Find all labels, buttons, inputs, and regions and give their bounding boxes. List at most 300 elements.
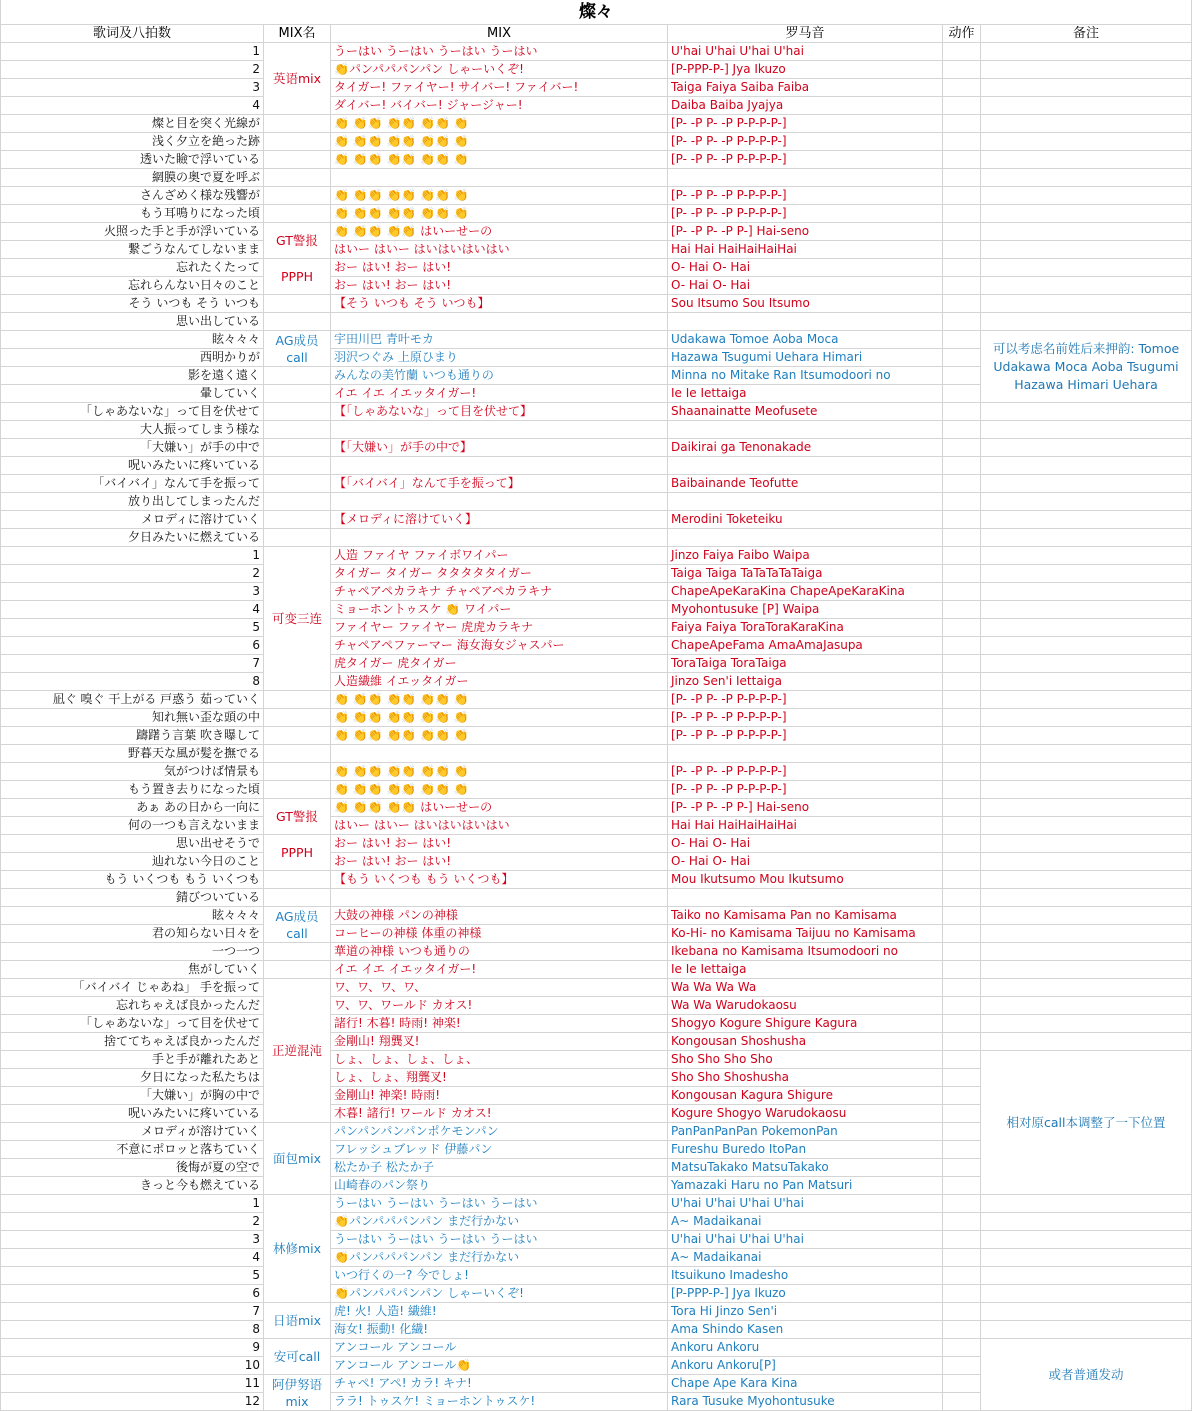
lyric-cell: 「大嫌い」が手の中で	[1, 439, 264, 457]
table-row	[1, 1303, 1192, 1321]
lyric-cell: 3	[1, 583, 264, 601]
lyric-cell: 12	[1, 1393, 264, 1411]
lyric-cell: 6	[1, 637, 264, 655]
lyric-cell: きっと今も燃えている	[1, 1177, 264, 1195]
mix-cell: 人造繊維 イエッタイガー	[331, 673, 668, 691]
action-cell	[943, 637, 981, 655]
note-cell	[981, 835, 1192, 853]
table-row	[1, 1321, 1192, 1339]
lyric-cell: 一つ一つ	[1, 943, 264, 961]
romaji-cell: Myohontusuke [P] Waipa	[668, 601, 943, 619]
lyric-cell: 4	[1, 97, 264, 115]
action-cell	[943, 61, 981, 79]
mix-cell: 👏 👏👏 👏👏 はいーせーの	[331, 799, 668, 817]
lyric-cell: 11	[1, 1375, 264, 1393]
action-cell	[943, 889, 981, 907]
mix-cell: 虎タイガー 虎タイガー	[331, 655, 668, 673]
action-cell	[943, 1249, 981, 1267]
lyric-cell: 凪ぐ 嗅ぐ 干上がる 戸惑う 茹っていく	[1, 691, 264, 709]
action-cell	[943, 313, 981, 331]
romaji-cell	[668, 745, 943, 763]
table-row	[1, 241, 1192, 259]
note-cell	[981, 799, 1192, 817]
sheet-title: 燦々	[1, 0, 1192, 25]
romaji-cell: Sho Sho Shoshusha	[668, 1069, 943, 1087]
note-cell	[981, 997, 1192, 1015]
romaji-cell	[668, 457, 943, 475]
romaji-cell: Wa Wa Warudokaosu	[668, 997, 943, 1015]
action-cell	[943, 817, 981, 835]
table-row	[1, 979, 1192, 997]
action-cell	[943, 727, 981, 745]
romaji-cell: PanPanPanPan PokemonPan	[668, 1123, 943, 1141]
romaji-cell: Chape Ape Kara Kina	[668, 1375, 943, 1393]
table-row	[1, 1213, 1192, 1231]
note-cell	[981, 1321, 1192, 1339]
action-cell	[943, 655, 981, 673]
mix-cell: 金剛山! 神楽! 時雨!	[331, 1087, 668, 1105]
romaji-cell: Jinzo Faiya Faibo Waipa	[668, 547, 943, 565]
mix-name-cell	[264, 889, 331, 907]
action-cell	[943, 511, 981, 529]
action-cell	[943, 997, 981, 1015]
note-cell	[981, 295, 1192, 313]
mix-name-cell: AG成员call	[264, 907, 331, 943]
note-cell	[981, 457, 1192, 475]
lyric-cell: もう置き去りになった頃	[1, 781, 264, 799]
romaji-cell: Kongousan Shoshusha	[668, 1033, 943, 1051]
table-row	[1, 997, 1192, 1015]
lyric-cell: 1	[1, 43, 264, 61]
action-cell	[943, 1213, 981, 1231]
action-cell	[943, 295, 981, 313]
lyric-cell: 8	[1, 673, 264, 691]
lyric-cell: 眩々々々	[1, 907, 264, 925]
action-cell	[943, 529, 981, 547]
lyric-cell: 5	[1, 619, 264, 637]
action-cell	[943, 115, 981, 133]
mix-cell: 【「バイバイ」なんて手を振って】	[331, 475, 668, 493]
romaji-cell: Ankoru Ankoru[P]	[668, 1357, 943, 1375]
header-lyric: 歌词及八拍数	[1, 25, 264, 43]
romaji-cell: Taiga Taiga TaTaTaTaTaiga	[668, 565, 943, 583]
romaji-cell: ToraTaiga ToraTaiga	[668, 655, 943, 673]
action-cell	[943, 565, 981, 583]
mix-cell: 【「大嫌い」が手の中で】	[331, 439, 668, 457]
action-cell	[943, 475, 981, 493]
action-cell	[943, 1015, 981, 1033]
action-cell	[943, 1339, 981, 1357]
table-row	[1, 583, 1192, 601]
romaji-cell: Ikebana no Kamisama Itsumodoori no	[668, 943, 943, 961]
mix-name-cell	[264, 439, 331, 457]
header-mix: MIX	[331, 25, 668, 43]
note-cell	[981, 511, 1192, 529]
note-cell	[981, 1213, 1192, 1231]
note-cell	[981, 1249, 1192, 1267]
mix-name-cell	[264, 205, 331, 223]
table-row	[1, 1015, 1192, 1033]
table-row	[1, 205, 1192, 223]
mix-name-cell	[264, 313, 331, 331]
table-row	[1, 727, 1192, 745]
note-cell	[981, 493, 1192, 511]
mix-cell: 👏 👏👏 👏👏 👏👏 👏	[331, 115, 668, 133]
mix-cell	[331, 169, 668, 187]
lyric-cell: 何の一つも言えないまま	[1, 817, 264, 835]
romaji-cell: Daiba Baiba Jyajya	[668, 97, 943, 115]
note-cell: 可以考虑名前姓后来押韵: Tomoe Udakawa Moca Aoba Tsugumi Hazawa Himari Uehara	[981, 331, 1192, 403]
note-cell	[981, 871, 1192, 889]
note-cell	[981, 1195, 1192, 1213]
romaji-cell: Taiga Faiya Saiba Faiba	[668, 79, 943, 97]
romaji-cell: A~ Madaikanai	[668, 1213, 943, 1231]
table-row	[1, 61, 1192, 79]
table-row	[1, 763, 1192, 781]
romaji-cell: O- Hai O- Hai	[668, 277, 943, 295]
mix-name-cell: 日语mix	[264, 1303, 331, 1339]
romaji-cell: Shogyo Kogure Shigure Kagura	[668, 1015, 943, 1033]
note-cell	[981, 151, 1192, 169]
romaji-cell: [P- -P P- -P P-P-P-P-]	[668, 781, 943, 799]
action-cell	[943, 1141, 981, 1159]
note-cell	[981, 475, 1192, 493]
mix-cell: タイガー! ファイヤー! サイバー! ファイバー!	[331, 79, 668, 97]
action-cell	[943, 277, 981, 295]
mix-cell: 【もう いくつも もう いくつも】	[331, 871, 668, 889]
mix-cell: 👏 👏👏 👏👏 👏👏 👏	[331, 187, 668, 205]
mix-cell: コーヒーの神様 体重の神様	[331, 925, 668, 943]
mix-cell: 👏 👏👏 👏👏 👏👏 👏	[331, 205, 668, 223]
note-cell	[981, 601, 1192, 619]
mix-name-cell	[264, 781, 331, 799]
action-cell	[943, 1375, 981, 1393]
romaji-cell: [P-PPP-P-] Jya Ikuzo	[668, 61, 943, 79]
romaji-cell: Udakawa Tomoe Aoba Moca	[668, 331, 943, 349]
table-row	[1, 277, 1192, 295]
lyric-cell: 躊躇う言葉 吹き曝して	[1, 727, 264, 745]
action-cell	[943, 403, 981, 421]
lyric-cell: 思い出せそうで	[1, 835, 264, 853]
mix-cell: 大鼓の神様 パンの神様	[331, 907, 668, 925]
romaji-cell: [P- -P P- -P P-P-P-P-]	[668, 133, 943, 151]
mix-cell: ワ、ワ、ワ、ワ、	[331, 979, 668, 997]
romaji-cell: A~ Madaikanai	[668, 1249, 943, 1267]
mix-cell	[331, 493, 668, 511]
mix-cell: ミョーホントゥスケ 👏 ワイパー	[331, 601, 668, 619]
action-cell	[943, 493, 981, 511]
mix-name-cell: 阿伊努语mix	[264, 1375, 331, 1411]
table-row	[1, 43, 1192, 61]
mix-cell	[331, 745, 668, 763]
action-cell	[943, 1303, 981, 1321]
note-cell	[981, 43, 1192, 61]
header-notes: 备注	[981, 25, 1192, 43]
romaji-cell: MatsuTakako MatsuTakako	[668, 1159, 943, 1177]
mix-cell: はいー はいー はいはいはいはい	[331, 241, 668, 259]
mix-cell: 華道の神様 いつも通りの	[331, 943, 668, 961]
lyric-cell: 錆びついている	[1, 889, 264, 907]
table-row	[1, 151, 1192, 169]
action-cell	[943, 97, 981, 115]
romaji-cell: U'hai U'hai U'hai U'hai	[668, 43, 943, 61]
action-cell	[943, 1123, 981, 1141]
table-row	[1, 529, 1192, 547]
table-row	[1, 925, 1192, 943]
action-cell	[943, 1357, 981, 1375]
mix-cell	[331, 457, 668, 475]
lyric-cell: 呪いみたいに疼いている	[1, 1105, 264, 1123]
mix-name-cell: 正逆混沌	[264, 979, 331, 1123]
table-row	[1, 403, 1192, 421]
note-cell	[981, 169, 1192, 187]
romaji-cell: Fureshu Buredo ItoPan	[668, 1141, 943, 1159]
note-cell	[981, 547, 1192, 565]
table-row	[1, 331, 1192, 349]
table-row	[1, 871, 1192, 889]
table-row	[1, 475, 1192, 493]
lyric-cell: 10	[1, 1357, 264, 1375]
mix-name-cell	[264, 133, 331, 151]
note-cell	[981, 691, 1192, 709]
note-cell	[981, 61, 1192, 79]
lyric-cell: 思い出している	[1, 313, 264, 331]
action-cell	[943, 439, 981, 457]
action-cell	[943, 763, 981, 781]
romaji-cell: Ankoru Ankoru	[668, 1339, 943, 1357]
action-cell	[943, 1105, 981, 1123]
romaji-cell: Ie Ie Iettaiga	[668, 961, 943, 979]
note-cell: 相对原call本调整了一下位置	[981, 1051, 1192, 1195]
lyric-cell: 2	[1, 565, 264, 583]
table-row	[1, 961, 1192, 979]
table-row	[1, 187, 1192, 205]
romaji-cell: Hai Hai HaiHaiHaiHai	[668, 817, 943, 835]
action-cell	[943, 43, 981, 61]
mix-cell: ファイヤー ファイヤー 虎虎カラキナ	[331, 619, 668, 637]
action-cell	[943, 1069, 981, 1087]
lyric-cell: 知れ無い歪な頭の中	[1, 709, 264, 727]
lyric-cell: 4	[1, 601, 264, 619]
mix-cell: 宇田川巴 青叶モカ	[331, 331, 668, 349]
mix-name-cell: 安可call	[264, 1339, 331, 1375]
romaji-cell: Yamazaki Haru no Pan Matsuri	[668, 1177, 943, 1195]
lyric-cell: 夕日みたいに燃えている	[1, 529, 264, 547]
mix-name-cell	[264, 745, 331, 763]
mix-cell: うーはい うーはい うーはい うーはい	[331, 1231, 668, 1249]
mix-cell: 虎! 火! 人造! 繊維!	[331, 1303, 668, 1321]
mix-name-cell	[264, 295, 331, 313]
romaji-cell: Rara Tusuke Myohontusuke	[668, 1393, 943, 1411]
mix-name-cell	[264, 187, 331, 205]
mix-cell: うーはい うーはい うーはい うーはい	[331, 1195, 668, 1213]
table-row	[1, 457, 1192, 475]
romaji-cell: Mou Ikutsumo Mou Ikutsumo	[668, 871, 943, 889]
note-cell	[981, 97, 1192, 115]
action-cell	[943, 961, 981, 979]
lyric-cell: 気がつけば情景も	[1, 763, 264, 781]
table-row	[1, 601, 1192, 619]
lyric-cell: あぁ あの日から一向に	[1, 799, 264, 817]
table-row	[1, 493, 1192, 511]
note-cell	[981, 781, 1192, 799]
romaji-cell	[668, 421, 943, 439]
mix-cell: 羽沢つぐみ 上原ひまり	[331, 349, 668, 367]
mix-name-cell	[264, 691, 331, 709]
mix-cell: しょ、しょ、しょ、しょ、	[331, 1051, 668, 1069]
mix-cell: 👏 👏👏 👏👏 👏👏 👏	[331, 781, 668, 799]
note-cell	[981, 709, 1192, 727]
mix-name-cell	[264, 871, 331, 889]
lyric-cell: 暈していく	[1, 385, 264, 403]
romaji-cell: [P- -P P- -P P-P-P-P-]	[668, 709, 943, 727]
mix-cell: 人造 ファイヤ ファイボワイパー	[331, 547, 668, 565]
note-cell	[981, 421, 1192, 439]
note-cell	[981, 727, 1192, 745]
romaji-cell: O- Hai O- Hai	[668, 835, 943, 853]
table-row	[1, 133, 1192, 151]
romaji-cell: Taiko no Kamisama Pan no Kamisama	[668, 907, 943, 925]
mix-cell: 【そう いつも そう いつも】	[331, 295, 668, 313]
action-cell	[943, 925, 981, 943]
note-cell	[981, 961, 1192, 979]
table-row	[1, 223, 1192, 241]
romaji-cell: Ama Shindo Kasen	[668, 1321, 943, 1339]
table-row	[1, 79, 1192, 97]
mix-cell: アンコール アンコール	[331, 1339, 668, 1357]
action-cell	[943, 79, 981, 97]
mix-cell: チャペアペファーマー 海女海女ジャスパー	[331, 637, 668, 655]
romaji-cell: Wa Wa Wa Wa	[668, 979, 943, 997]
mix-name-cell	[264, 961, 331, 979]
lyric-cell: もう いくつも もう いくつも	[1, 871, 264, 889]
mix-cell: ワ、ワ、ワールド カオス!	[331, 997, 668, 1015]
lyric-cell: メロディが溶けていく	[1, 1123, 264, 1141]
lyric-cell: 大人振ってしまう様な	[1, 421, 264, 439]
note-cell	[981, 1015, 1192, 1033]
romaji-cell	[668, 169, 943, 187]
romaji-cell: Shaanainatte Meofusete	[668, 403, 943, 421]
mix-name-cell	[264, 709, 331, 727]
romaji-cell: ChapeApeFama AmaAmaJasupa	[668, 637, 943, 655]
mix-name-cell: GT警报	[264, 223, 331, 259]
note-cell	[981, 655, 1192, 673]
romaji-cell: Tora Hi Jinzo Sen'i	[668, 1303, 943, 1321]
mix-cell: 👏パンパパパンパン まだ行かない	[331, 1213, 668, 1231]
romaji-cell: [P- -P P- -P P-] Hai-seno	[668, 799, 943, 817]
mix-name-cell	[264, 727, 331, 745]
mix-cell: うーはい うーはい うーはい うーはい	[331, 43, 668, 61]
action-cell	[943, 133, 981, 151]
action-cell	[943, 1321, 981, 1339]
table-row	[1, 781, 1192, 799]
action-cell	[943, 853, 981, 871]
mix-name-cell	[264, 457, 331, 475]
table-row	[1, 1267, 1192, 1285]
action-cell	[943, 187, 981, 205]
action-cell	[943, 1267, 981, 1285]
action-cell	[943, 421, 981, 439]
table-row	[1, 691, 1192, 709]
romaji-cell: Daikirai ga Tenonakade	[668, 439, 943, 457]
table-row	[1, 709, 1192, 727]
romaji-cell: Faiya Faiya ToraToraKaraKina	[668, 619, 943, 637]
romaji-cell: Itsuikuno Imadesho	[668, 1267, 943, 1285]
action-cell	[943, 205, 981, 223]
note-cell	[981, 1033, 1192, 1051]
lyric-cell: 4	[1, 1249, 264, 1267]
romaji-cell: O- Hai O- Hai	[668, 259, 943, 277]
romaji-cell: Sou Itsumo Sou Itsumo	[668, 295, 943, 313]
mix-name-cell	[264, 943, 331, 961]
mix-name-cell	[264, 475, 331, 493]
note-cell	[981, 187, 1192, 205]
note-cell	[981, 1267, 1192, 1285]
note-cell	[981, 943, 1192, 961]
note-cell	[981, 763, 1192, 781]
lyric-cell: 浅く夕立を絶った跡	[1, 133, 264, 151]
note-cell	[981, 79, 1192, 97]
action-cell	[943, 1159, 981, 1177]
mix-name-cell	[264, 151, 331, 169]
mix-name-cell: 可变三连	[264, 547, 331, 691]
lyric-cell: 捨ててちゃえば良かったんだ	[1, 1033, 264, 1051]
action-cell	[943, 151, 981, 169]
header-action: 动作	[943, 25, 981, 43]
mix-name-cell: AG成员call	[264, 331, 331, 367]
lyric-cell: 辿れない今日のこと	[1, 853, 264, 871]
mix-cell: 👏 👏👏 👏👏 はいーせーの	[331, 223, 668, 241]
table-row	[1, 853, 1192, 871]
mix-cell	[331, 313, 668, 331]
romaji-cell: Kongousan Kagura Shigure	[668, 1087, 943, 1105]
note-cell	[981, 583, 1192, 601]
romaji-cell: Ko-Hi- no Kamisama Taijuu no Kamisama	[668, 925, 943, 943]
lyric-cell: 焦がしていく	[1, 961, 264, 979]
romaji-cell: [P- -P P- -P P-P-P-P-]	[668, 115, 943, 133]
lyric-cell: 放り出してしまったんだ	[1, 493, 264, 511]
romaji-cell: Hai Hai HaiHaiHaiHai	[668, 241, 943, 259]
action-cell	[943, 745, 981, 763]
lyric-cell: 網膜の奥で夏を呼ぶ	[1, 169, 264, 187]
mix-name-cell: 面包mix	[264, 1123, 331, 1195]
lyric-cell: 7	[1, 1303, 264, 1321]
mix-name-cell	[264, 763, 331, 781]
note-cell	[981, 529, 1192, 547]
lyric-cell: 野暮天な風が髪を撫でる	[1, 745, 264, 763]
romaji-cell: [P- -P P- -P P-P-P-P-]	[668, 151, 943, 169]
lyric-cell: 繋ごうなんてしないまま	[1, 241, 264, 259]
table-row	[1, 1231, 1192, 1249]
romaji-cell: Kogure Shogyo Warudokaosu	[668, 1105, 943, 1123]
mix-cell: アンコール アンコール👏	[331, 1357, 668, 1375]
mix-cell: いつ行くの一? 今でしょ!	[331, 1267, 668, 1285]
lyric-cell: 2	[1, 1213, 264, 1231]
action-cell	[943, 367, 981, 385]
mix-cell	[331, 529, 668, 547]
action-cell	[943, 1195, 981, 1213]
table-row	[1, 835, 1192, 853]
romaji-cell: Merodini Toketeiku	[668, 511, 943, 529]
table-row	[1, 889, 1192, 907]
note-cell	[981, 979, 1192, 997]
note-cell	[981, 1231, 1192, 1249]
note-cell	[981, 619, 1192, 637]
action-cell	[943, 331, 981, 349]
action-cell	[943, 601, 981, 619]
note-cell	[981, 115, 1192, 133]
table-row	[1, 259, 1192, 277]
